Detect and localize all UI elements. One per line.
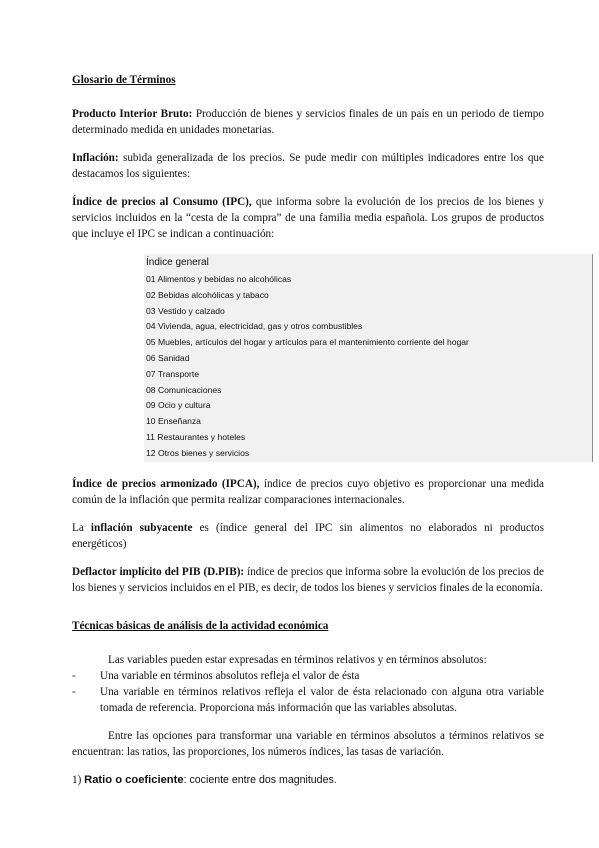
ratio-number: 1) <box>72 773 85 786</box>
ratio-definition <box>72 772 544 788</box>
inflacion-term: Inflación: <box>72 152 119 164</box>
table-row: 01 Alimentos y bebidas no alcohólicas <box>146 274 292 284</box>
glossary-heading: Glosario de Términos <box>72 74 176 86</box>
pib-term: Producto Interior Bruto: <box>72 108 193 120</box>
table-row: 07 Transporte <box>146 368 200 379</box>
table-row: 12 Otros bienes y servicios <box>146 447 250 458</box>
ratio-term: Ratio o coeficiente <box>84 773 184 786</box>
table-row: 06 Sanidad <box>146 352 190 363</box>
ipc-definition <box>72 194 544 242</box>
table-row: 08 Comunicaciones <box>146 384 222 395</box>
tecnicas-options: Entre las opciones para transformar una variable en términos absolutos a términos relativos se encuentran: las ratios, las proporciones, los números índices, las tasas de variación. <box>72 729 544 758</box>
list-item-text: Una variable en términos absolutos refleja el valor de ésta <box>100 669 360 682</box>
ratio-text: : cociente entre dos magnitudes. <box>183 773 337 786</box>
list-item-text: Una variable en términos relativos refleja el valor de ésta relacionado con alguna otra variable tomada de referencia. Proporciona más información que las variables absolutas. <box>100 685 544 714</box>
table-row: 11 Restaurantes y hoteles <box>146 431 246 442</box>
subyacente-term: inflación subyacente <box>90 521 193 534</box>
table-row: 04 Vivienda, agua, electricidad, gas y otros combustibles <box>146 321 363 332</box>
tecnicas-heading: Técnicas básicas de análisis de la actividad económica <box>72 619 329 632</box>
table-row: 02 Bebidas alcohólicas y tabaco <box>146 289 269 300</box>
ipca-term: Índice de precios armonizado (IPCA), <box>72 477 260 490</box>
pib-definition <box>72 106 544 138</box>
ipc-text: que informa sobre la evolución de los precios de los bienes y servicios incluidos en la “cesta de la compra” de una familia media española. Los grupos de productos que incluye el IPC se indican a continuación: <box>72 196 544 240</box>
dash-marker: - <box>72 685 76 698</box>
subyacente-prefix: La <box>72 521 91 534</box>
ipc-groups-table <box>144 254 593 462</box>
pib-text: Producción de bienes y servicios finales de un país en un periodo de tiempo determinado medida en unidades monetarias. <box>72 108 544 136</box>
table-row: 03 Vestido y calzado <box>146 305 225 316</box>
list-item <box>72 684 544 716</box>
document-page <box>72 64 544 800</box>
tecnicas-intro: Las variables pueden estar expresadas en términos relativos y en términos absolutos: <box>108 653 487 666</box>
dash-marker: - <box>72 669 76 682</box>
inflacion-definition <box>72 150 544 182</box>
list-item <box>72 668 544 684</box>
ipca-definition <box>72 476 544 508</box>
deflactor-text: índice de precios que informa sobre la evolución de los precios de los bienes y servicios incluidos en el PIB, es decir, de todos los bienes y servicios finales de la economía. <box>72 565 544 594</box>
table-row: Índice general <box>146 257 209 268</box>
table-row: 05 Muebles, artículos del hogar y artículos para el mantenimiento corriente del hogar <box>146 337 469 348</box>
ipca-text: índice de precios cuyo objetivo es proporcionar una medida común de la inflación que permita realizar comparaciones internacionales. <box>72 477 544 506</box>
variables-list <box>72 668 544 716</box>
inflacion-text: subida generalizada de los precios. Se pude medir con múltiples indicadores entre los que destacamos los siguientes: <box>72 152 544 180</box>
table-row: 10 Enseñanza <box>146 416 201 427</box>
subyacente-definition <box>72 520 544 552</box>
deflactor-term: Deflactor implícito del PIB (D.PIB): <box>72 565 245 578</box>
ipc-term: Índice de precios al Consumo (IPC), <box>72 196 252 208</box>
deflactor-definition <box>72 564 544 596</box>
table-row: 09 Ocio y cultura <box>146 400 211 411</box>
subyacente-text: es (índice general del IPC sin alimentos no elaborados ni productos energéticos) <box>72 521 544 550</box>
